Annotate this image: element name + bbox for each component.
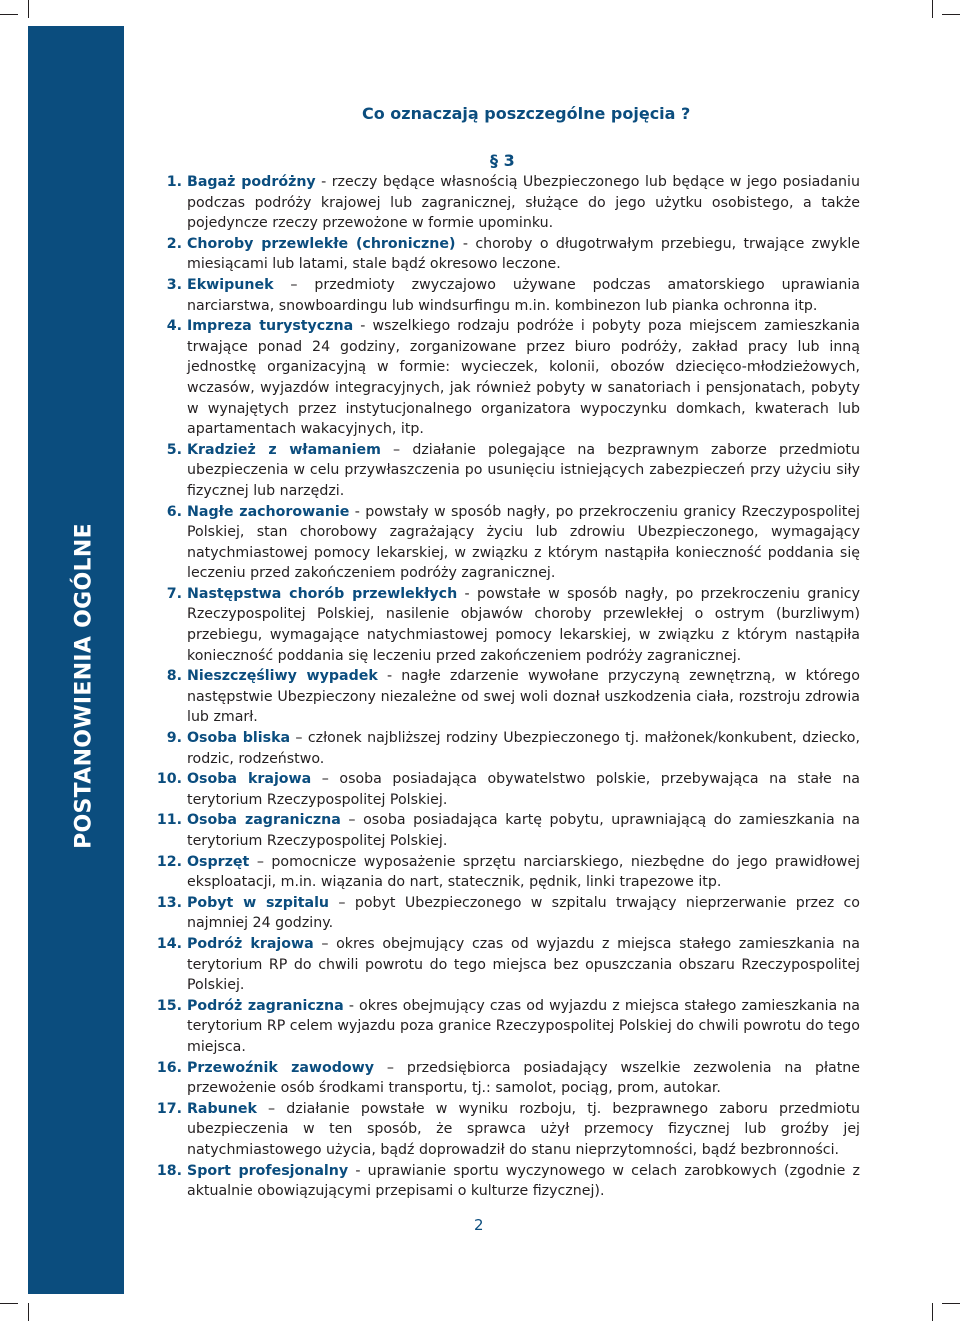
sidebar-label: POSTANOWIENIA OGÓLNE [71, 523, 97, 849]
definition-item [150, 502, 860, 584]
definition-text: - choroby o długotrwałym przebiegu, trwające zwykle miesiącami lub latami, stale bądź okresowo leczone. [187, 235, 860, 273]
page-title: Co oznaczają poszczególne pojęcia ? [362, 104, 691, 123]
definition-number: 9. [166, 730, 182, 747]
definition-text: – pomocnicze wyposażenie sprzętu narciarskiego, niezbędne do jego prawidłowej eksploatacji, m.in. wiązania do nart, statecznik, pędnik, linki trapezowe itp. [187, 853, 860, 891]
definition-text: - wszelkiego rodzaju podróże i pobyty poza miejscem zamieszkania trwające ponad 24 godziny, zorganizowane przez biuro podróży, zakład pracy lub inną jednostkę organizacyjną w formie: wycieczek, kolonii, obozów dziecięco-młodzieżowych, wczasów, wyjazdów integracyjnych, jak również pobyty w sanatoriach i pensjonatach, pobyty w wynajętych przez instytucjonalnego organizatora wypoczynku domkach, kwaterach lub apartamentach wakacyjnych, itp. [187, 318, 860, 438]
definition-item [150, 728, 860, 769]
definition-item [150, 275, 860, 316]
definition-term: Rabunek [187, 1100, 257, 1117]
crop-mark [942, 1303, 960, 1304]
definition-number: 18. [156, 1162, 182, 1179]
definition-item [150, 893, 860, 934]
definition-text: - rzeczy będące własnością Ubezpieczonego lub będące w jego posiadaniu podczas podróży krajowej lub zagranicznej, służące do jego użytku osobistego, a także pojedyncze rzeczy przewożone w formie upominku. [187, 174, 860, 232]
definition-term: Osoba bliska [187, 730, 291, 747]
definition-item [150, 316, 860, 440]
crop-mark [28, 0, 29, 18]
definition-text: – osoba posiadająca obywatelstwo polskie, przebywająca na stałe na terytorium Rzeczypospolitej Polskiej. [187, 771, 861, 808]
definition-item [150, 1099, 860, 1161]
definition-text: – okres obejmujący czas od wyjazdu z miejsca stałego zamieszkania na terytorium RP do chwili powrotu do tego miejsca bez opuszczania obszaru Rzeczypospolitej Polskiej. [187, 935, 860, 994]
definition-number: 1. [166, 174, 182, 190]
crop-mark [942, 14, 960, 15]
definitions-list [150, 172, 860, 1202]
definition-item [150, 934, 860, 996]
definition-term: Podróż zagraniczna [187, 997, 344, 1014]
definition-number: 17. [156, 1100, 182, 1117]
definition-number: 15. [156, 997, 182, 1014]
definition-number: 6. [166, 503, 182, 520]
definition-text: - okres obejmujący czas od wyjazdu z miejsca stałego zamieszkania na terytorium RP celem wyjazdu poza granice Rzeczypospolitej Polskiej do chwili powrotu do tego miejsca. [187, 997, 861, 1055]
definition-number: 5. [166, 441, 182, 458]
definition-term: Choroby przewlekłe (chroniczne) [187, 235, 456, 252]
definition-term: Osprzęt [187, 853, 250, 870]
definition-text: - powstałe w sposób nagły, po przekroczeniu granicy Rzeczypospolitej Polskiej, nasilenie objawów choroby przewlekłej o ostrym (burzliwym) przebiegu, wymagające natychmiastowej pomocy lekarskiej, w związku z którym nastąpiła konieczność poddania się leczeniu przed zakończeniem podróży zagranicznej. [187, 585, 860, 664]
definition-term: Bagaż podróżny [187, 174, 316, 190]
definition-term: Sport profesjonalny [187, 1162, 349, 1179]
definition-number: 8. [166, 668, 182, 685]
definition-text: - uprawianie sportu wyczynowego w celach zarobkowych (zgodnie z aktualnie obowiązującymi przepisami o kulturze fizycznej). [187, 1162, 860, 1200]
definition-text: – działanie polegające na bezprawnym zaborze przedmiotu ubezpieczenia w celu przywłaszczenia po usunięciu istniejących zabezpieczeń przy użyciu siły fizycznej lub narzędzi. [187, 441, 860, 499]
definition-item [150, 666, 860, 728]
definition-text: – przedsiębiorca posiadający wszelkie zezwolenia na płatne przewożenie osób środkami transportu, tj.: samolot, pociąg, prom, autokar. [187, 1059, 860, 1097]
definition-term: Nieszczęśliwy wypadek [187, 668, 378, 685]
definition-item [150, 584, 860, 666]
definition-number: 14. [156, 935, 182, 952]
definition-item [150, 769, 860, 810]
definition-term: Nagłe zachorowanie [187, 503, 350, 520]
definition-number: 11. [156, 812, 182, 829]
crop-mark [932, 1303, 933, 1321]
definition-item [150, 996, 860, 1058]
page-number: 2 [474, 1216, 484, 1234]
definition-term: Osoba zagraniczna [187, 812, 341, 829]
definition-item [150, 852, 860, 893]
crop-mark [0, 1303, 18, 1304]
definition-text: – osoba posiadająca kartę pobytu, uprawniającą do zamieszkania na terytorium Rzeczypospolitej Polskiej. [187, 812, 860, 849]
section-heading: § 3 [490, 151, 515, 170]
definition-number: 13. [156, 894, 182, 911]
definition-term: Przewoźnik zawodowy [187, 1059, 375, 1076]
definition-number: 12. [156, 853, 182, 870]
crop-mark [28, 1303, 29, 1321]
definition-item [150, 234, 860, 275]
crop-mark [0, 14, 18, 15]
definition-term: Impreza turystyczna [187, 318, 354, 335]
definition-text: – przedmioty zwyczajowo używane podczas amatorskiego uprawiania narciarstwa, snowboardingu lub windsurfingu m.in. kombinezon lub pianka ochronna itp. [187, 276, 860, 314]
definition-term: Następstwa chorób przewlekłych [187, 585, 458, 602]
definition-number: 2. [166, 235, 182, 252]
definition-term: Kradzież z włamaniem [187, 441, 381, 458]
definition-item [150, 172, 860, 234]
crop-mark [932, 0, 933, 18]
definition-number: 7. [166, 585, 182, 602]
definition-item [150, 1161, 860, 1202]
definition-text: – członek najbliższej rodziny Ubezpieczonego tj. małżonek/konkubent, dziecko, rodzic, rodzeństwo. [187, 730, 860, 767]
definition-item [150, 440, 860, 502]
definition-term: Pobyt w szpitalu [187, 894, 330, 911]
definition-term: Ekwipunek [187, 276, 274, 293]
definition-text: - nagłe zdarzenie wywołane przyczyną zewnętrzną, w którego następstwie Ubezpieczony niezależne od swej woli doznał uszkodzenia ciała, rozstroju zdrowia lub zmarł. [187, 668, 860, 726]
definition-item [150, 1058, 860, 1099]
definition-number: 10. [156, 771, 182, 788]
definition-number: 4. [166, 318, 182, 335]
definition-text: – działanie powstałe w wyniku rozboju, tj. bezprawnego zaboru przedmiotu ubezpieczenia w ten sposób, że sprawca użył przemocy fizycznej lub groźby jej natychmiastowego użycia, bądź doprowadził do stanu nieprzytomności, bądź bezbronności. [187, 1100, 860, 1158]
definition-term: Podróż krajowa [187, 935, 314, 952]
definition-text: - powstały w sposób nagły, po przekroczeniu granicy Rzeczypospolitej Polskiej, stan chorobowy zagrażający życiu lub zdrowiu Ubezpieczonego, wymagający natychmiastowej pomocy lekarskiej, w związku z którym nastąpiła konieczność poddania się leczeniu przed zakończeniem podróży zagranicznej. [187, 503, 860, 582]
section-sidebar [28, 26, 124, 1294]
definition-number: 16. [156, 1059, 182, 1076]
definition-number: 3. [166, 276, 182, 293]
definition-term: Osoba krajowa [187, 771, 312, 788]
definition-item [150, 810, 860, 851]
definition-text: – pobyt Ubezpieczonego w szpitalu trwający nieprzerwanie przez co najmniej 24 godziny. [187, 894, 860, 932]
